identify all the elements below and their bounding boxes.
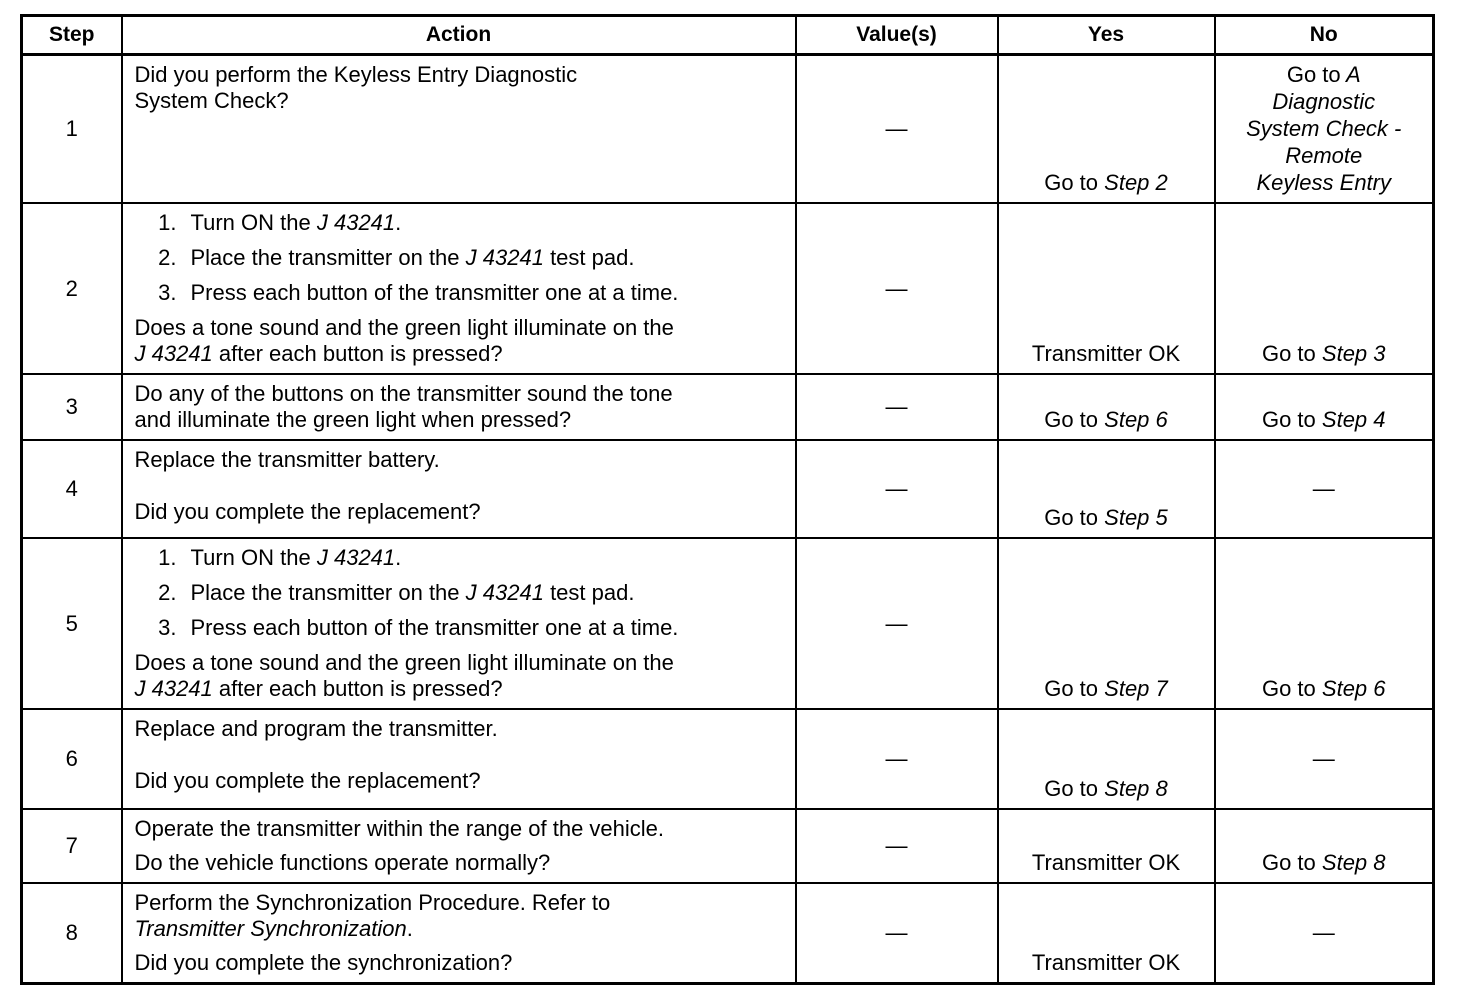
action-cell bbox=[122, 374, 796, 440]
action-cell bbox=[122, 709, 796, 809]
value-cell: — bbox=[796, 374, 998, 440]
reference-text: Keyless Entry bbox=[1256, 170, 1391, 195]
header-step: Step bbox=[22, 16, 122, 55]
table-row bbox=[22, 440, 1434, 538]
step-reference: Step 7 bbox=[1104, 676, 1168, 701]
reference-text: Diagnostic bbox=[1272, 89, 1376, 114]
list-item: 2. Place the transmitter on the J 43241 test pad. bbox=[158, 245, 635, 270]
action-cell bbox=[122, 203, 796, 374]
header-values: Value(s) bbox=[796, 16, 998, 55]
step-number: 3 bbox=[22, 374, 122, 440]
question-text: Did you complete the synchronization? bbox=[134, 950, 513, 975]
no-cell bbox=[1215, 809, 1434, 883]
action-cell bbox=[122, 538, 796, 709]
goto-label: Go to bbox=[1261, 341, 1316, 366]
action-cell bbox=[122, 440, 796, 538]
step-number: 1 bbox=[22, 55, 122, 204]
question-text: Does a tone sound and the green light illuminate on the bbox=[134, 315, 674, 340]
table-row bbox=[22, 709, 1434, 809]
header-no: No bbox=[1215, 16, 1434, 55]
table-row bbox=[22, 203, 1434, 374]
yes-cell: Transmitter OK bbox=[998, 203, 1215, 374]
action-text: System Check? bbox=[134, 88, 289, 113]
step-reference: Step 8 bbox=[1104, 776, 1168, 801]
action-cell bbox=[122, 55, 796, 204]
no-cell bbox=[1215, 374, 1434, 440]
no-cell: — bbox=[1215, 883, 1434, 984]
step-reference: Step 5 bbox=[1104, 505, 1168, 530]
value-cell: — bbox=[796, 538, 998, 709]
action-text: Replace the transmitter battery. bbox=[134, 447, 440, 472]
value-cell: — bbox=[796, 709, 998, 809]
question-text: J 43241 after each button is pressed? bbox=[134, 341, 503, 366]
table-row bbox=[22, 374, 1434, 440]
no-cell bbox=[1215, 55, 1434, 204]
step-number: 4 bbox=[22, 440, 122, 538]
diagnostic-table bbox=[20, 14, 1435, 985]
procedure-list bbox=[135, 545, 785, 641]
reference-text: A bbox=[1345, 62, 1361, 87]
step-reference: Step 8 bbox=[1321, 850, 1386, 875]
action-text: Do any of the buttons on the transmitter sound the tone bbox=[134, 381, 673, 406]
goto-label: Go to bbox=[1261, 407, 1316, 432]
step-reference: Step 4 bbox=[1321, 407, 1386, 432]
table-row bbox=[22, 883, 1434, 984]
yes-cell bbox=[998, 374, 1215, 440]
goto-label: Go to bbox=[1261, 850, 1316, 875]
list-item: 1. Turn ON the J 43241. bbox=[158, 545, 402, 570]
list-item: 3. Press each button of the transmitter one at a time. bbox=[158, 615, 679, 640]
no-cell bbox=[1215, 203, 1434, 374]
table-row bbox=[22, 538, 1434, 709]
value-cell: — bbox=[796, 883, 998, 984]
question-text: Do the vehicle functions operate normally? bbox=[134, 850, 551, 875]
header-yes: Yes bbox=[998, 16, 1215, 55]
goto-label: Go to bbox=[1044, 170, 1099, 195]
action-cell bbox=[122, 883, 796, 984]
goto-label: Go to bbox=[1044, 776, 1099, 801]
yes-cell bbox=[998, 55, 1215, 204]
step-reference: Step 6 bbox=[1321, 676, 1386, 701]
step-number: 6 bbox=[22, 709, 122, 809]
action-text: Replace and program the transmitter. bbox=[134, 716, 498, 741]
no-cell: — bbox=[1215, 440, 1434, 538]
list-item: 2. Place the transmitter on the J 43241 test pad. bbox=[158, 580, 635, 605]
action-text: Perform the Synchronization Procedure. Refer to bbox=[134, 890, 611, 915]
value-cell: — bbox=[796, 55, 998, 204]
list-item: 1. Turn ON the J 43241. bbox=[158, 210, 402, 235]
step-number: 5 bbox=[22, 538, 122, 709]
value-cell: — bbox=[796, 440, 998, 538]
action-text: Operate the transmitter within the range of the vehicle. bbox=[134, 816, 665, 841]
procedure-list bbox=[135, 210, 785, 306]
no-cell: — bbox=[1215, 709, 1434, 809]
header-action: Action bbox=[122, 16, 796, 55]
table-row bbox=[22, 809, 1434, 883]
step-reference: Step 6 bbox=[1104, 407, 1168, 432]
yes-cell bbox=[998, 709, 1215, 809]
step-reference: Step 3 bbox=[1321, 341, 1386, 366]
yes-cell bbox=[998, 440, 1215, 538]
action-text: Did you perform the Keyless Entry Diagnostic bbox=[134, 62, 578, 87]
value-cell: — bbox=[796, 809, 998, 883]
action-text: and illuminate the green light when pressed? bbox=[134, 407, 572, 432]
reference-text: System Check - bbox=[1246, 116, 1402, 141]
goto-label: Go to bbox=[1044, 505, 1099, 530]
goto-label: Go to bbox=[1261, 676, 1316, 701]
step-number: 8 bbox=[22, 883, 122, 984]
action-text: Transmitter Synchronization. bbox=[134, 916, 413, 941]
yes-cell: Transmitter OK bbox=[998, 809, 1215, 883]
value-cell: — bbox=[796, 203, 998, 374]
reference-text: Remote bbox=[1285, 143, 1363, 168]
step-number: 7 bbox=[22, 809, 122, 883]
yes-cell: Transmitter OK bbox=[998, 883, 1215, 984]
goto-label: Go to bbox=[1044, 676, 1099, 701]
action-cell bbox=[122, 809, 796, 883]
goto-label: Go to bbox=[1286, 62, 1341, 87]
step-number: 2 bbox=[22, 203, 122, 374]
no-cell bbox=[1215, 538, 1434, 709]
question-text: J 43241 after each button is pressed? bbox=[134, 676, 503, 701]
question-text: Does a tone sound and the green light illuminate on the bbox=[134, 650, 674, 675]
table-row bbox=[22, 55, 1434, 204]
step-reference: Step 2 bbox=[1104, 170, 1168, 195]
header-row bbox=[22, 16, 1434, 55]
goto-label: Go to bbox=[1044, 407, 1099, 432]
question-text: Did you complete the replacement? bbox=[134, 499, 481, 524]
yes-cell bbox=[998, 538, 1215, 709]
question-text: Did you complete the replacement? bbox=[134, 768, 481, 793]
list-item: 3. Press each button of the transmitter one at a time. bbox=[158, 280, 679, 305]
